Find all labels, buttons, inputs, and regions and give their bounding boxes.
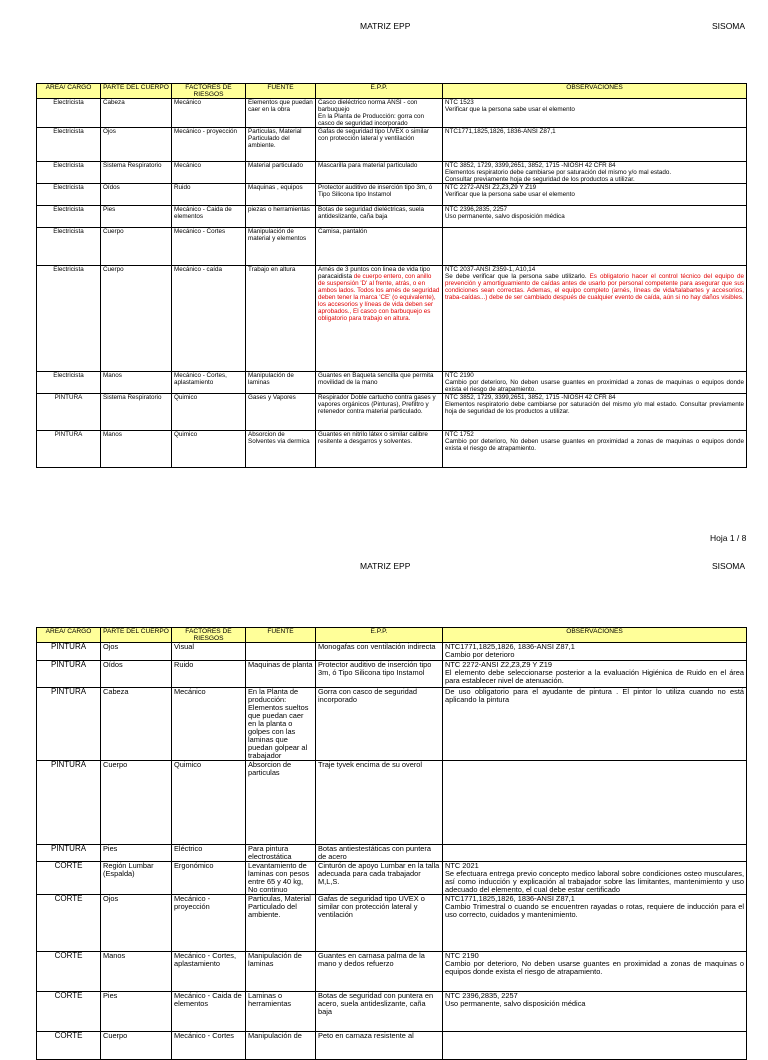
- cell-observaciones: [443, 761, 747, 845]
- cell-observaciones: [443, 845, 747, 862]
- cell-area-cargo: CORTE: [37, 952, 101, 992]
- header-parte-cuerpo: PARTE DEL CUERPO: [101, 628, 172, 643]
- cell-parte-cuerpo: Cuerpo: [101, 228, 172, 266]
- cell-parte-cuerpo: Cabeza: [101, 688, 172, 761]
- cell-observaciones: De uso obligatorio para el ayudante de pintura . El pintor lo utiliza cuando no está aplicando la pintura: [443, 688, 747, 761]
- header-fuente: FUENTE: [246, 628, 316, 643]
- cell-fuente: Absorcion de particulas: [246, 761, 316, 845]
- header-observaciones: OBSERVACIONES: [443, 84, 747, 99]
- header-factor-riesgo: FACTORES DE RIESGOS: [172, 628, 246, 643]
- cell-fuente: Particulas, Material Particulado del ambiente.: [246, 895, 316, 952]
- epp-table-2: [36, 627, 747, 1060]
- cell-area-cargo: Electricista: [37, 128, 101, 162]
- cell-observaciones: NTC 2021 Se efectuara entrega previo concepto medico laboral sobre condiciones osteo musculares, así como inducción y explicación al trabajador sobre las limitantes, mantenimiento y uso adecuado del elemento, el cual debe estar certificado: [443, 862, 747, 895]
- cell-area-cargo: PINTURA: [37, 394, 101, 431]
- obs-text: Se debe verificar que la persona sabe utilizarlo.: [445, 273, 590, 280]
- cell-observaciones: NTC 2190 Cambio por deterioro, No deben usarse guantes en proximidad a zonas de maquinas o equipos donde exista el riesgo de atrapamiento.: [443, 952, 747, 992]
- table-row: [37, 372, 747, 394]
- cell-epp: Gafas de seguridad tipo UVEX o similar con protección lateral y ventilación: [316, 128, 443, 162]
- cell-epp: Peto en carnaza resistente al: [316, 1032, 443, 1060]
- cell-epp: Botas de seguridad dieléctricas, suela antideslizante, caña baja: [316, 206, 443, 228]
- cell-epp: Botas de seguridad con puntera en acero, suela antideslizante, caña baja: [316, 992, 443, 1032]
- table-row: [37, 952, 747, 992]
- cell-factor-riesgo: Eléctrico: [172, 845, 246, 862]
- cell-fuente: Absorcion de Solventes via dermica: [246, 431, 316, 468]
- cell-factor-riesgo: Ruido: [172, 184, 246, 206]
- cell-area-cargo: CORTE: [37, 862, 101, 895]
- org-name-1: SISOMA: [712, 21, 746, 31]
- cell-epp: Guantes en nitrilo látex o similar calibre resitente a desgarros y solventes.: [316, 431, 443, 468]
- cell-fuente: piezas o herramientas: [246, 206, 316, 228]
- cell-fuente: Manipulación de material y elementos: [246, 228, 316, 266]
- cell-factor-riesgo: Mecánico - proyección: [172, 895, 246, 952]
- cell-area-cargo: Electricista: [37, 162, 101, 184]
- cell-epp: Guantes en carnasa palma de la mano y dedos refuerzo: [316, 952, 443, 992]
- cell-area-cargo: Electricista: [37, 372, 101, 394]
- header-area-cargo: AREA/ CARGO: [37, 628, 101, 643]
- cell-factor-riesgo: Mecánico: [172, 688, 246, 761]
- cell-factor-riesgo: Mecánico: [172, 162, 246, 184]
- cell-factor-riesgo: Ruido: [172, 661, 246, 688]
- cell-area-cargo: PINTURA: [37, 688, 101, 761]
- page-title-2: MATRIZ EPP: [360, 561, 411, 571]
- cell-fuente: Elementos que puedan caer en la obra: [246, 99, 316, 128]
- cell-observaciones: [443, 1032, 747, 1060]
- cell-observaciones: NTC 2272-ANSI Z2,Z3,Z9 Y Z19 Verificar que la persona sabe usar el elemento: [443, 184, 747, 206]
- cell-epp: Gafas de seguridad tipo UVEX o similar con protección lateral y ventilación: [316, 895, 443, 952]
- page-title-1: MATRIZ EPP: [360, 21, 411, 31]
- table-row: [37, 643, 747, 661]
- table-row: [37, 431, 747, 468]
- cell-observaciones: NTC 2190 Cambio por deterioro, No deben usarse guantes en proximidad a zonas de maquinas o equipos donde exista el riesgo de atrapamiento.: [443, 372, 747, 394]
- cell-epp: Camisa, pantalón: [316, 228, 443, 266]
- table-row: [37, 895, 747, 952]
- cell-area-cargo: Electricista: [37, 206, 101, 228]
- epp-text-red: de cuerpo entero, con anillo de suspensión 'D' al frente, atrás, o en ambos lados. Todos los arnés de seguridad deben tener la marca 'CE' (o equivalente), los accesorios y líneas de vida deben ser aprobados., El casco con barbuquejo es obligatorio para trabajo en altura.: [318, 273, 440, 322]
- table-row: [37, 228, 747, 266]
- cell-factor-riesgo: Mecánico - Cortes: [172, 228, 246, 266]
- cell-epp: Monogafas con ventilación indirecta: [316, 643, 443, 661]
- cell-fuente: Levantamiento de laminas con pesos entre 65 y 40 kg, No continuo: [246, 862, 316, 895]
- table-row: [37, 184, 747, 206]
- cell-observaciones: NTC 3852, 1729, 3399,2651, 3852, 1715 -NIOSH 42 CFR 84 Elementos respiratorio debe cambiarse por saturación del mismo y/o mal estado. Consultar previamente hoja de seguridad de los productos a utilizar.: [443, 162, 747, 184]
- cell-area-cargo: PINTURA: [37, 643, 101, 661]
- obs-text-red: Es obligatorio hacer el control técnico del equipo de prevención y amortiguamiento de caídas antes de usarlo por personal competente para asegurar que sus condiciones sean correctas.: [445, 273, 744, 294]
- cell-factor-riesgo: Mecánico: [172, 99, 246, 128]
- cell-parte-cuerpo: Cuerpo: [101, 1032, 172, 1060]
- table-row: [37, 992, 747, 1032]
- cell-area-cargo: CORTE: [37, 1032, 101, 1060]
- org-name-2: SISOMA: [712, 561, 746, 571]
- table-row: [37, 688, 747, 761]
- cell-factor-riesgo: Mecánico - proyección: [172, 128, 246, 162]
- table-row: [37, 394, 747, 431]
- cell-observaciones: NTC 2037-ANSI Z359-1, A10,14 Se debe verificar que la persona sabe utilizarlo. Es obligatorio hacer el control técnico del equipo de prevención y amortiguamiento de caídas antes de usarlo por personal competente para asegurar que sus condiciones sean correctas. Ademas, el equipo completo (arnés, líneas de vida/talabartes y accesorios, traba-caídas...) debe de ser cambiado después de cualquier evento de caída, aún si no hay daños visibles.: [443, 266, 747, 372]
- cell-area-cargo: PINTURA: [37, 845, 101, 862]
- cell-fuente: Maquinas , equipos: [246, 184, 316, 206]
- cell-parte-cuerpo: Sistema Respiratorio: [101, 162, 172, 184]
- cell-parte-cuerpo: Ojos: [101, 643, 172, 661]
- cell-parte-cuerpo: Pies: [101, 992, 172, 1032]
- cell-observaciones: NTC 1752 Cambio por deterioro, No deben usarse guantes en proximidad a zonas de maquinas o equipos donde exista el riesgo de atrapamiento.: [443, 431, 747, 468]
- cell-parte-cuerpo: Región Lumbar (Espalda): [101, 862, 172, 895]
- cell-area-cargo: Electricista: [37, 99, 101, 128]
- cell-observaciones: NTC1771,1825,1826, 1836-ANSI Z87,1: [443, 128, 747, 162]
- cell-fuente: Manipulación de laminas: [246, 952, 316, 992]
- cell-epp: Botas antiestestáticas con puntera de acero: [316, 845, 443, 862]
- cell-factor-riesgo: Mecánico - Caida de elementos: [172, 206, 246, 228]
- cell-observaciones: NTC 2272-ANSI Z2,Z3,Z9 Y Z19 El elemento debe seleccionarse posterior a la evaluación Higiénica de Ruido en el área para establecer nivel de atenuación.: [443, 661, 747, 688]
- cell-factor-riesgo: Mecánico - caída: [172, 266, 246, 372]
- cell-fuente: Trabajo en altura: [246, 266, 316, 372]
- cell-epp: Traje tyvek encima de su overol: [316, 761, 443, 845]
- cell-fuente: En la Planta de producción: Elementos sueltos que puedan caer en la planta o golpes con las laminas que puedan golpear al trabajador: [246, 688, 316, 761]
- cell-fuente: Material particulado: [246, 162, 316, 184]
- cell-parte-cuerpo: Manos: [101, 372, 172, 394]
- table-row: [37, 862, 747, 895]
- cell-parte-cuerpo: Manos: [101, 952, 172, 992]
- cell-parte-cuerpo: Pies: [101, 845, 172, 862]
- cell-parte-cuerpo: Pies: [101, 206, 172, 228]
- table-row: [37, 162, 747, 184]
- cell-observaciones: [443, 228, 747, 266]
- cell-epp: Casco dieléctrico norma ANSI - con barbuquejo En la Planta de Producción: gorra con casco de seguridad incorporado: [316, 99, 443, 128]
- cell-parte-cuerpo: Ojos: [101, 895, 172, 952]
- cell-observaciones: NTC 3852, 1729, 3399,2651, 3852, 1715 -NIOSH 42 CFR 84 Elementos respiratorio debe cambiarse por saturación del mismo y/o mal estado. Consultar previamente hoja de seguridad de los productos a utilizar.: [443, 394, 747, 431]
- cell-factor-riesgo: Mecánico - Cortes: [172, 1032, 246, 1060]
- cell-fuente: Manipulación de: [246, 1032, 316, 1060]
- table-row: [37, 1032, 747, 1060]
- cell-observaciones: NTC1771,1825,1826, 1836-ANSI Z87,1 Cambio por deterioro: [443, 643, 747, 661]
- cell-factor-riesgo: Mecánico - Cortes, aplastamiento: [172, 372, 246, 394]
- cell-fuente: Laminas o herramientas: [246, 992, 316, 1032]
- table-row: [37, 845, 747, 862]
- cell-parte-cuerpo: Sistema Respiratorio: [101, 394, 172, 431]
- table-row: [37, 99, 747, 128]
- header-epp: E.P.P.: [316, 628, 443, 643]
- table-row: [37, 761, 747, 845]
- cell-fuente: Para pintura electrostática: [246, 845, 316, 862]
- cell-parte-cuerpo: Ojos: [101, 128, 172, 162]
- table-row: [37, 128, 747, 162]
- cell-factor-riesgo: Quimico: [172, 394, 246, 431]
- cell-observaciones: NTC1771,1825,1826, 1836-ANSI Z87,1 Cambio Trimestral o cuando se encuentren rayadas o rotas, requiere de inducción para el uso correcto, cuidados y mantenimiento.: [443, 895, 747, 952]
- cell-fuente: Particulas, Material Particulado del ambiente.: [246, 128, 316, 162]
- cell-fuente: Gases y Vapores: [246, 394, 316, 431]
- cell-parte-cuerpo: Cuerpo: [101, 761, 172, 845]
- cell-area-cargo: CORTE: [37, 992, 101, 1032]
- cell-observaciones: NTC 2396,2835, 2257 Uso permanente, salvo disposición médica: [443, 206, 747, 228]
- cell-epp: [316, 266, 443, 372]
- cell-epp: Protector auditivo de inserción tipo 3m, ó Tipo Silicona tipo Instamol: [316, 661, 443, 688]
- cell-parte-cuerpo: Cuerpo: [101, 266, 172, 372]
- page-number: Hoja 1 / 8: [710, 533, 747, 543]
- cell-parte-cuerpo: Oídos: [101, 184, 172, 206]
- cell-factor-riesgo: Visual: [172, 643, 246, 661]
- header-factor-riesgo: FACTORES DE RIESGOS: [172, 84, 246, 99]
- table-row: [37, 661, 747, 688]
- cell-epp: Respirador Doble cartucho contra gases y vapores orgánicos (Pinturas), Prefiltro y retenedor contra material particulado.: [316, 394, 443, 431]
- epp-text: Arnés de 3 puntos con linea de vida tipo paracaidista: [318, 266, 431, 280]
- table-row: [37, 266, 747, 372]
- cell-area-cargo: PINTURA: [37, 761, 101, 845]
- cell-parte-cuerpo: Cabeza: [101, 99, 172, 128]
- cell-factor-riesgo: Quimico: [172, 431, 246, 468]
- cell-factor-riesgo: Mecánico - Caida de elementos: [172, 992, 246, 1032]
- header-epp: E.P.P.: [316, 84, 443, 99]
- cell-epp: Gorra con casco de seguridad incorporado: [316, 688, 443, 761]
- header-fuente: FUENTE: [246, 84, 316, 99]
- cell-area-cargo: PINTURA: [37, 661, 101, 688]
- cell-parte-cuerpo: Manos: [101, 431, 172, 468]
- cell-epp: Protector auditivo de inserción tipo 3m, ó Tipo Silicona tipo Instamol: [316, 184, 443, 206]
- cell-observaciones: NTC 2396,2835, 2257 Uso permanente, salvo disposición médica: [443, 992, 747, 1032]
- cell-area-cargo: Electricista: [37, 228, 101, 266]
- cell-parte-cuerpo: Oídos: [101, 661, 172, 688]
- cell-fuente: Manipulación de laminas: [246, 372, 316, 394]
- cell-fuente: [246, 643, 316, 661]
- cell-fuente: Maquinas de planta: [246, 661, 316, 688]
- header-area-cargo: AREA/ CARGO: [37, 84, 101, 99]
- header-parte-cuerpo: PARTE DEL CUERPO: [101, 84, 172, 99]
- cell-epp: Cinturón de apoyo Lumbar en la talla adecuada para cada trabajador M,L,S.: [316, 862, 443, 895]
- cell-area-cargo: Electricista: [37, 266, 101, 372]
- cell-area-cargo: PINTURA: [37, 431, 101, 468]
- cell-epp: Guantes en Baqueta sencilla que permita movilidad de la mano: [316, 372, 443, 394]
- cell-epp: Mascarilla para material particulado: [316, 162, 443, 184]
- cell-observaciones: NTC 1523 Verificar que la persona sabe usar el elemento: [443, 99, 747, 128]
- obs-text-red: Ademas, el equipo completo (arnés, líneas de vida/talabartes y accesorios, traba-caídas...) debe de ser cambiado después de cualquier evento de caída, aún si no hay daños visibles.: [445, 287, 744, 301]
- table-row: [37, 206, 747, 228]
- header-observaciones: OBSERVACIONES: [443, 628, 747, 643]
- cell-factor-riesgo: Ergonómico: [172, 862, 246, 895]
- epp-table-1: [36, 83, 747, 468]
- cell-factor-riesgo: Mecánico - Cortes, aplastamiento: [172, 952, 246, 992]
- cell-factor-riesgo: Quimico: [172, 761, 246, 845]
- cell-area-cargo: Electricista: [37, 184, 101, 206]
- cell-area-cargo: CORTE: [37, 895, 101, 952]
